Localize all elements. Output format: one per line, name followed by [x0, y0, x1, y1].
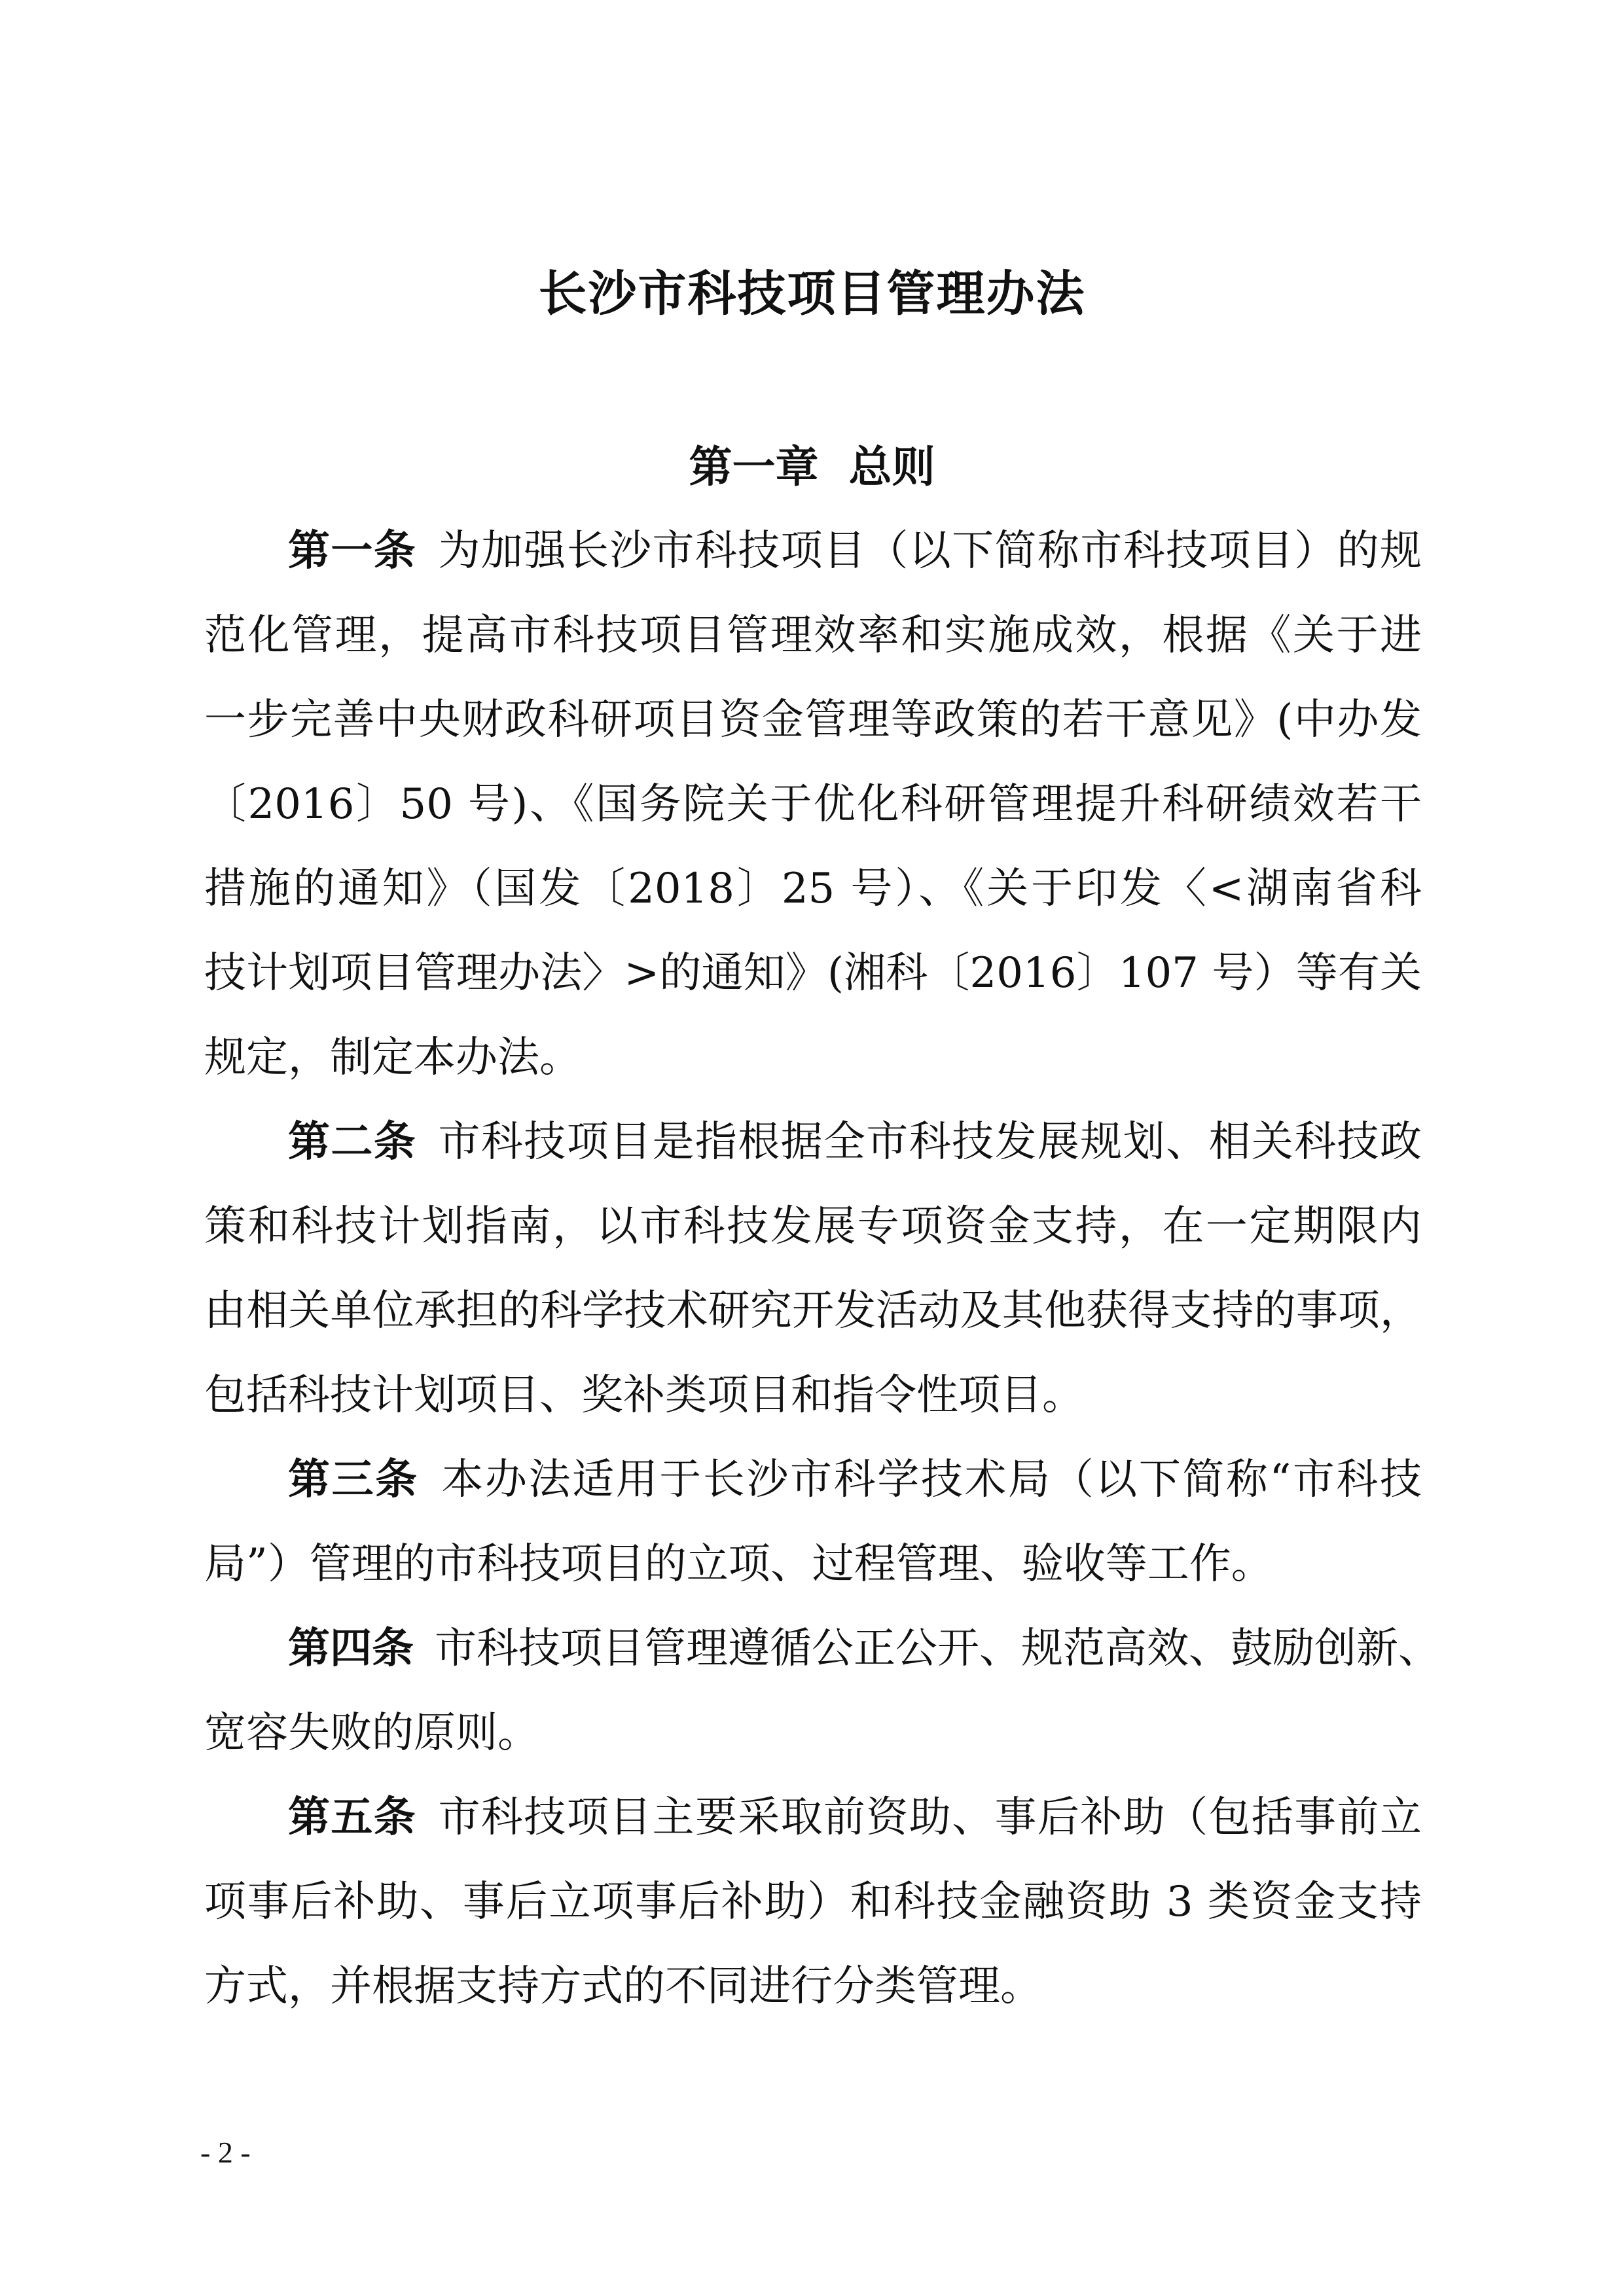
article-text: 项事后补助、事后立项事后补助）和科技金融资助 3 类资金支持 — [204, 1878, 1422, 1926]
article-text: 范化管理，提高市科技项目管理效率和实施成效，根据《关于进 — [204, 611, 1422, 660]
article-line — [204, 678, 1422, 762]
article-text: 本办法适用于长沙市科学技术局（以下简称“市科技 — [439, 1456, 1422, 1504]
article-line — [204, 1522, 1422, 1607]
document-title: 长沙市科技项目管理办法 — [538, 266, 1086, 322]
article-line — [204, 1100, 1422, 1185]
article-label: 第一条 — [288, 527, 417, 575]
article-label: 第五条 — [288, 1793, 417, 1842]
page-number: - 2 - — [200, 2136, 251, 2169]
article-text: 措施的通知》（国发〔2018〕25 号）、《关于印发〈<湖南省科 — [204, 865, 1422, 913]
article-label: 第四条 — [288, 1624, 414, 1673]
document-body — [204, 509, 1440, 2029]
article-line — [204, 509, 1422, 594]
article-line — [204, 847, 1422, 931]
article-line — [204, 1691, 1422, 1776]
article-text: 为加强长沙市科技项目（以下简称市科技项目）的规 — [437, 527, 1422, 575]
article-label: 第三条 — [288, 1456, 419, 1504]
article-text: 市科技项目主要采取前资助、事后补助（包括事前立 — [437, 1793, 1422, 1842]
article-line — [204, 594, 1422, 678]
article-text: 〔2016〕50 号)、《国务院关于优化科研管理提升科研绩效若干 — [204, 780, 1422, 829]
article-text: 局”）管理的市科技项目的立项、过程管理、验收等工作。 — [204, 1540, 1273, 1588]
article-text: 市科技项目是指根据全市科技发展规划、相关科技政 — [437, 1118, 1422, 1166]
article-line — [204, 762, 1422, 847]
article-3 — [204, 1438, 1422, 1607]
article-label: 第二条 — [288, 1118, 417, 1166]
article-line — [204, 1185, 1422, 1269]
article-line — [204, 1269, 1422, 1354]
article-4 — [204, 1607, 1440, 1776]
article-line — [204, 1860, 1422, 1945]
article-5 — [204, 1776, 1422, 2029]
article-line — [204, 931, 1422, 1016]
article-text: 市科技项目管理遵循公正公开、规范高效、鼓励创新、 — [435, 1624, 1440, 1673]
article-2 — [204, 1100, 1422, 1438]
article-line — [204, 1776, 1422, 1860]
article-line — [204, 1354, 1422, 1438]
article-text: 策和科技计划指南，以市科技发展专项资金支持，在一定期限内 — [204, 1202, 1422, 1251]
article-line — [204, 1438, 1422, 1522]
article-line — [204, 1016, 1422, 1100]
article-text: 一步完善中央财政科研项目资金管理等政策的若干意见》(中办发 — [204, 696, 1422, 744]
article-text: 宽容失败的原则。 — [204, 1709, 539, 1757]
article-text: 技计划项目管理办法〉>的通知》(湘科〔2016〕107 号）等有关 — [204, 949, 1422, 997]
article-text: 规定，制定本办法。 — [204, 1033, 581, 1082]
article-text: 方式，并根据支持方式的不同进行分类管理。 — [204, 1962, 1042, 2011]
article-text: 由相关单位承担的科学技术研究开发活动及其他获得支持的事项， — [204, 1287, 1422, 1335]
article-text: 包括科技计划项目、奖补类项目和指令性项目。 — [204, 1371, 1084, 1420]
article-1 — [204, 509, 1422, 1100]
article-line — [204, 1945, 1422, 2029]
chapter-title: 第一章 总则 — [689, 442, 935, 492]
article-line — [204, 1607, 1440, 1691]
